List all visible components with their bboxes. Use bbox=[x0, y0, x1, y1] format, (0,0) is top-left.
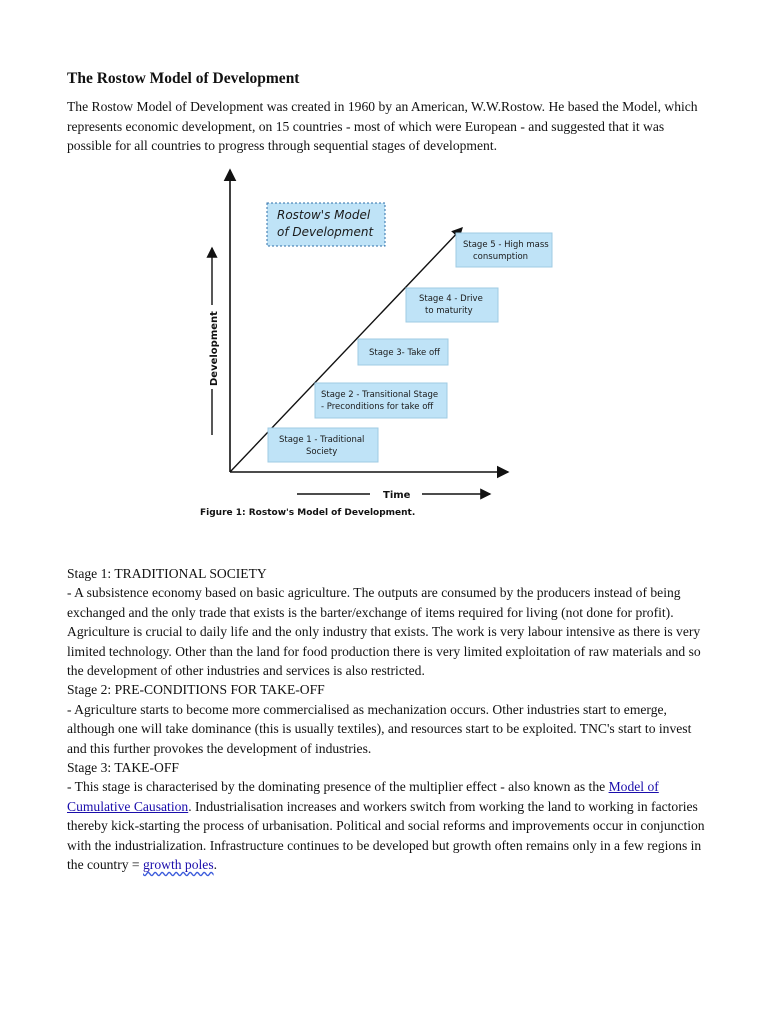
rostow-figure bbox=[190, 160, 549, 522]
stage-2-heading: Stage 2: PRE-CONDITIONS FOR TAKE-OFF bbox=[67, 682, 325, 698]
stage-2-box bbox=[315, 383, 447, 418]
y-axis-label: Development bbox=[209, 311, 220, 386]
stage-1-line1: Stage 1 - Traditional bbox=[279, 435, 365, 445]
stage-5-line1: Stage 5 - High mass bbox=[463, 240, 549, 250]
stage-5-line2: consumption bbox=[473, 252, 529, 262]
figure-title-line2: of Development bbox=[277, 225, 374, 239]
stage-2-line2: - Preconditions for take off bbox=[321, 402, 434, 412]
stage-3-text-a: - This stage is characterised by the dominating presence of the multiplier effect - also known as the bbox=[67, 779, 609, 795]
stages-description bbox=[67, 564, 707, 875]
stage-3-text-c: . bbox=[213, 857, 218, 873]
stage-1-heading: Stage 1: TRADITIONAL SOCIETY bbox=[67, 566, 267, 581]
figure-caption: Figure 1: Rostow's Model of Development. bbox=[200, 508, 416, 518]
document-title: The Rostow Model of Development bbox=[67, 70, 300, 87]
stage-1-line2: Society bbox=[306, 447, 338, 457]
stage-4-line1: Stage 4 - Drive bbox=[419, 294, 483, 304]
stage-3-text bbox=[67, 777, 707, 874]
growth-poles-link[interactable]: growth poles bbox=[143, 857, 214, 873]
cumulative-causation-link[interactable]: Model of Cumulative Causation bbox=[67, 779, 659, 814]
x-axis-label: Time bbox=[383, 490, 411, 501]
intro-paragraph: The Rostow Model of Development was created in 1960 by an American, W.W.Rostow. He based the Model, which represents economic development, on 15 countries - most of which were European - and suggested that it was possible for all countries to progress through sequential stages of development. bbox=[67, 99, 698, 153]
figure-title-line1: Rostow's Model bbox=[277, 208, 371, 222]
stage-3-line1: Stage 3- Take off bbox=[369, 348, 441, 358]
stage-2-line1: Stage 2 - Transitional Stage bbox=[321, 390, 439, 400]
stage-3-heading: Stage 3: TAKE-OFF bbox=[67, 760, 179, 776]
rostow-diagram bbox=[190, 160, 549, 522]
stage-2-text: - Agriculture starts to become more commercialised as mechanization occurs. Other industries start to emerge, although one will take dominance (this is usually textiles), and resources start to be exploited. TNC's start to invest and this further provokes the development of industries. bbox=[67, 701, 692, 756]
stage-4-line2: to maturity bbox=[425, 306, 473, 316]
stage-3-text-b: . Industrialisation increases and workers switch from working the land to working in factories thereby kick-starting the process of urbanisation. Political and social reforms and improvements occur in conjunction with the industrialization. Infrastructure continues to be developed but growth often remains only in a few regions in the country = bbox=[67, 798, 705, 873]
stage-1-text: - A subsistence economy based on basic agriculture. The outputs are consumed by the producers instead of being exchanged and the only trade that exists is the barter/exchange of items required for living (not done for profit). Agriculture is crucial to daily life and the only industry that exists. The work is very labour intensive as there is very limited technology. Other than the land for food production there is very limited exploitation of raw materials and so the development of other industries and services is also restricted. bbox=[67, 585, 701, 679]
